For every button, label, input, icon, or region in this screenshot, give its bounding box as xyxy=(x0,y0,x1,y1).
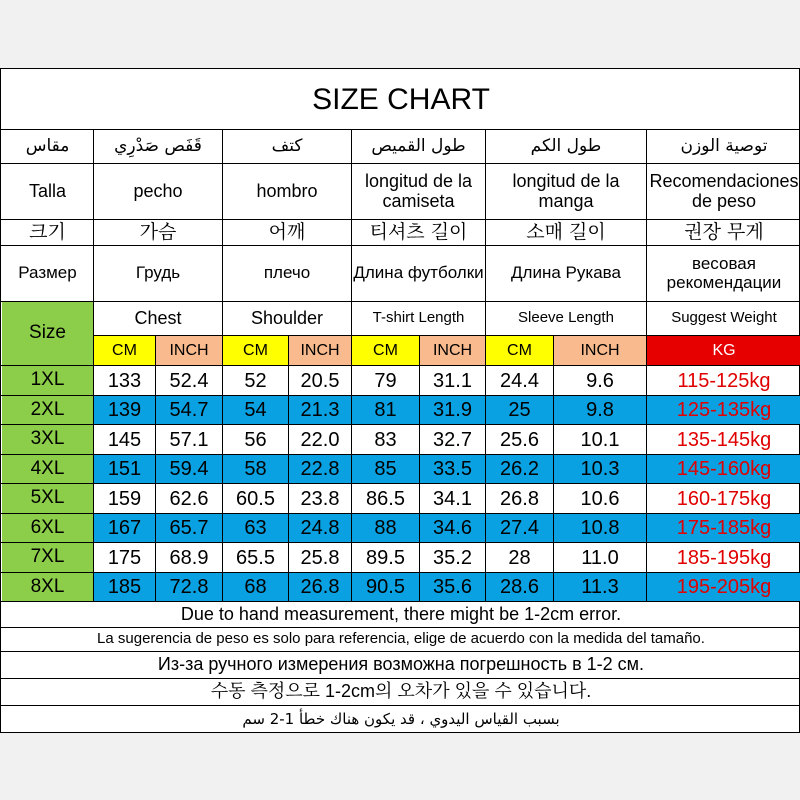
header-ru-5: весовая рекомендации xyxy=(666,253,782,292)
header-ko-2: 어깨 xyxy=(268,221,306,244)
grid-line xyxy=(351,129,352,335)
cell-shoulder_inch: 22.0 xyxy=(300,428,340,451)
cell-chest_cm: 167 xyxy=(94,514,155,542)
cell-sleeve_inch: 10.6 xyxy=(580,487,620,510)
cell-shoulder_cm: 54 xyxy=(223,396,288,424)
cell-sleeve_cm: 25.6 xyxy=(500,428,539,451)
header-en-4: Sleeve Length xyxy=(518,309,614,327)
cell-length_inch: 35.6 xyxy=(420,573,485,601)
cell-length_inch: 34.1 xyxy=(433,487,472,510)
header-ar-4: طول الكم xyxy=(530,136,602,157)
grid-line xyxy=(155,335,156,601)
cell-sleeve_cm: 26.8 xyxy=(500,487,539,510)
grid-line xyxy=(1,129,800,130)
size-label: 2XL xyxy=(2,396,93,424)
header-es-1: pecho xyxy=(133,180,183,201)
cell-chest_cm: 151 xyxy=(94,455,155,483)
cell-length_inch: 31.1 xyxy=(433,369,472,392)
header-en-0: Size xyxy=(2,302,93,365)
cell-sleeve_inch: 10.1 xyxy=(580,428,620,451)
size-label: 6XL xyxy=(2,514,93,542)
cell-length_cm: 81 xyxy=(352,396,419,424)
header-ko-0: 크기 xyxy=(29,221,66,244)
cell-chest_inch: 65.7 xyxy=(156,514,222,542)
grid-line xyxy=(553,335,554,601)
cell-chest_cm: 159 xyxy=(107,487,142,510)
header-ko-1: 가슴 xyxy=(139,221,177,244)
grid-line xyxy=(1,163,800,164)
cell-shoulder_inch: 22.8 xyxy=(289,455,351,483)
cell-sleeve_inch: 10.8 xyxy=(554,514,646,542)
cell-length_inch: 33.5 xyxy=(420,455,485,483)
weight-cell: 160-175kg xyxy=(676,487,772,510)
cell-chest_inch: 68.9 xyxy=(169,546,209,569)
note-es: La sugerencia de peso es solo para referencia, elige de acuerdo con la medida del tamaño. xyxy=(97,630,705,648)
unit-inch: INCH xyxy=(554,336,646,365)
grid-line xyxy=(288,335,289,601)
cell-shoulder_inch: 26.8 xyxy=(289,573,351,601)
grid-line xyxy=(485,129,486,335)
cell-length_cm: 89.5 xyxy=(366,546,405,569)
header-es-2: hombro xyxy=(256,180,318,201)
cell-length_inch: 34.6 xyxy=(420,514,485,542)
cell-sleeve_inch: 9.8 xyxy=(554,396,646,424)
cell-shoulder_cm: 58 xyxy=(223,455,288,483)
cell-chest_cm: 175 xyxy=(107,546,142,569)
cell-length_cm: 85 xyxy=(352,455,419,483)
cell-shoulder_cm: 63 xyxy=(223,514,288,542)
grid-line xyxy=(351,335,352,601)
weight-cell: 115-125kg xyxy=(677,369,771,392)
header-ko-3: 티셔츠 길이 xyxy=(369,221,468,244)
header-es-4: longitud de la manga xyxy=(512,170,620,211)
cell-length_cm: 86.5 xyxy=(366,487,405,510)
header-ru-1: Грудь xyxy=(135,263,181,283)
cell-chest_cm: 139 xyxy=(94,396,155,424)
unit-inch: INCH xyxy=(289,336,351,365)
note-ko: 수동 측정으로 1-2cm의 오차가 있을 수 있습니다. xyxy=(210,681,592,702)
header-ko-5: 권장 무게 xyxy=(684,221,764,244)
cell-shoulder_inch: 21.3 xyxy=(289,396,351,424)
size-label: 7XL xyxy=(2,543,93,572)
cell-sleeve_cm: 27.4 xyxy=(486,514,553,542)
header-ar-1: قَفَص صَدْرِي xyxy=(114,136,202,157)
cell-sleeve_cm: 28 xyxy=(508,546,531,569)
cell-chest_inch: 54.7 xyxy=(156,396,222,424)
header-ru-4: Длина Рукава xyxy=(511,263,621,283)
unit-cm: CM xyxy=(486,336,553,365)
cell-chest_cm: 185 xyxy=(94,573,155,601)
cell-shoulder_cm: 68 xyxy=(223,573,288,601)
note-ru: Из-за ручного измерения возможна погрешность в 1-2 см. xyxy=(157,654,645,675)
cell-sleeve_cm: 25 xyxy=(486,396,553,424)
size-label: 8XL xyxy=(2,573,93,601)
grid-line xyxy=(1,245,800,246)
cell-shoulder_inch: 25.8 xyxy=(300,546,340,569)
cell-chest_inch: 52.4 xyxy=(169,369,209,392)
cell-sleeve_cm: 28.6 xyxy=(486,573,553,601)
header-ko-4: 소매 길이 xyxy=(526,221,606,244)
weight-cell: 175-185kg xyxy=(647,514,800,542)
cell-chest_inch: 72.8 xyxy=(156,573,222,601)
size-label: 5XL xyxy=(2,484,93,513)
cell-chest_cm: 145 xyxy=(107,428,142,451)
unit-cm: CM xyxy=(223,336,288,365)
header-ar-0: مقاس xyxy=(25,136,70,157)
cell-chest_cm: 133 xyxy=(107,369,142,392)
header-es-5: Recomendaciones de peso xyxy=(649,170,799,211)
cell-length_cm: 90.5 xyxy=(352,573,419,601)
grid-line xyxy=(222,129,223,335)
cell-sleeve_inch: 11.3 xyxy=(554,573,646,601)
weight-cell: 195-205kg xyxy=(647,573,800,601)
cell-sleeve_cm: 24.4 xyxy=(500,369,539,392)
cell-chest_inch: 62.6 xyxy=(169,487,209,510)
header-ar-3: طول القميص xyxy=(371,136,466,157)
weight-cell: 125-135kg xyxy=(647,396,800,424)
unit-inch: INCH xyxy=(156,336,222,365)
grid-line xyxy=(646,335,647,601)
cell-sleeve_inch: 11.0 xyxy=(581,546,619,569)
size-chart xyxy=(0,68,800,733)
header-ar-2: كتف xyxy=(271,136,303,157)
cell-length_inch: 35.2 xyxy=(433,546,472,569)
cell-length_inch: 31.9 xyxy=(420,396,485,424)
grid-line xyxy=(222,335,223,601)
note-ar: بسبب القياس اليدوي ، قد يكون هناك خطأ 1-2 سم xyxy=(242,709,560,728)
cell-shoulder_inch: 23.8 xyxy=(300,487,340,510)
note-en: Due to hand measurement, there might be 1-2cm error. xyxy=(180,603,622,624)
cell-sleeve_inch: 9.6 xyxy=(586,369,614,392)
size-label: 3XL xyxy=(2,425,93,454)
header-es-0: Talla xyxy=(28,180,67,201)
header-es-3: longitud de la camiseta xyxy=(364,170,473,211)
cell-length_inch: 32.7 xyxy=(433,428,472,451)
cell-length_cm: 83 xyxy=(374,428,397,451)
size-label: 4XL xyxy=(2,455,93,483)
cell-length_cm: 79 xyxy=(374,369,397,392)
unit-kg: KG xyxy=(647,336,800,365)
header-en-5: Suggest Weight xyxy=(671,309,777,327)
header-ar-5: توصية الوزن xyxy=(680,136,768,157)
cell-shoulder_cm: 56 xyxy=(244,428,267,451)
header-en-2: Shoulder xyxy=(250,307,324,328)
unit-inch: INCH xyxy=(420,336,485,365)
cell-chest_inch: 59.4 xyxy=(156,455,222,483)
cell-shoulder_cm: 52 xyxy=(244,369,267,392)
size-label: 1XL xyxy=(2,366,93,395)
cell-sleeve_cm: 26.2 xyxy=(486,455,553,483)
cell-chest_inch: 57.1 xyxy=(169,428,209,451)
chart-title: SIZE CHART xyxy=(312,82,490,116)
grid-line xyxy=(419,335,420,601)
weight-cell: 145-160kg xyxy=(647,455,800,483)
grid-line xyxy=(1,219,800,220)
header-en-3: T-shirt Length xyxy=(372,309,465,327)
header-en-1: Chest xyxy=(134,307,182,328)
cell-length_cm: 88 xyxy=(352,514,419,542)
cell-shoulder_inch: 24.8 xyxy=(289,514,351,542)
header-ru-0: Размер xyxy=(18,263,77,283)
cell-sleeve_inch: 10.3 xyxy=(554,455,646,483)
unit-cm: CM xyxy=(352,336,419,365)
cell-shoulder_cm: 60.5 xyxy=(236,487,275,510)
grid-line xyxy=(646,129,647,335)
header-ru-3: Длина футболки xyxy=(353,263,484,283)
grid-line xyxy=(485,335,486,601)
grid-line xyxy=(93,301,94,601)
cell-shoulder_cm: 65.5 xyxy=(236,546,275,569)
cell-shoulder_inch: 20.5 xyxy=(300,369,340,392)
weight-cell: 135-145kg xyxy=(676,428,772,451)
weight-cell: 185-195kg xyxy=(676,546,772,569)
header-ru-2: плечо xyxy=(263,263,311,283)
unit-cm: CM xyxy=(94,336,155,365)
